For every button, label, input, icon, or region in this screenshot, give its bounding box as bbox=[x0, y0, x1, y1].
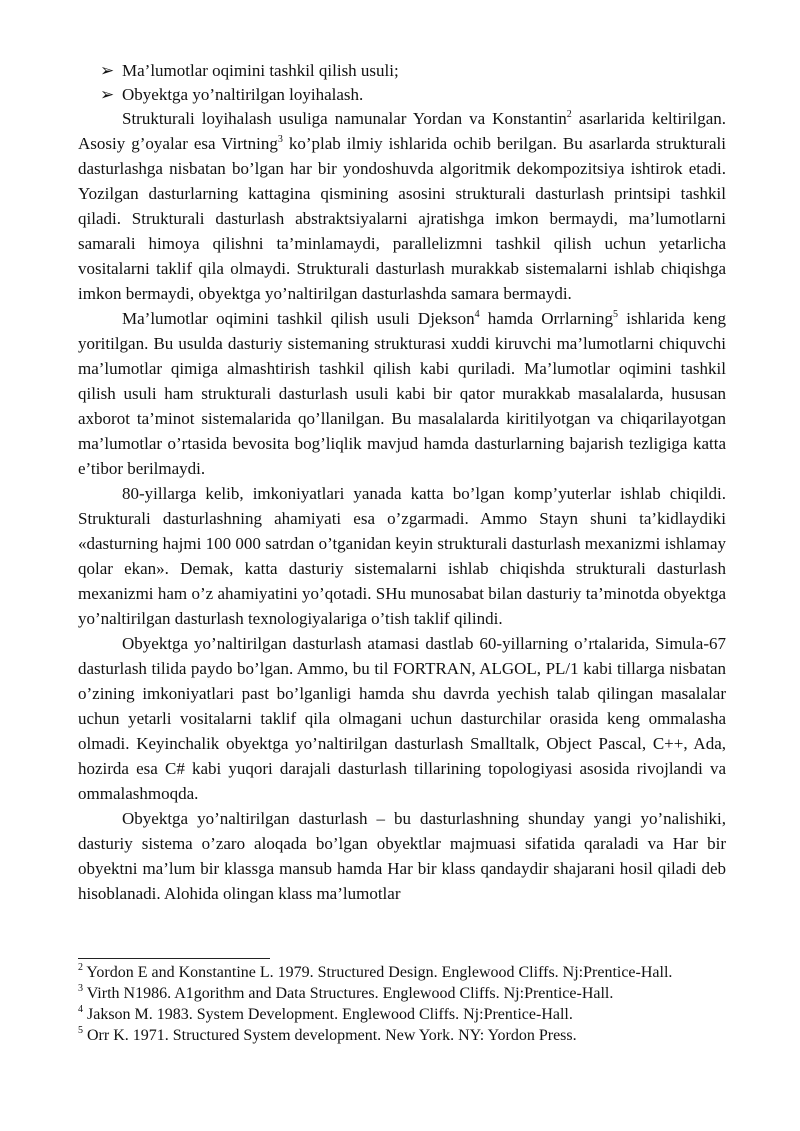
footnote-number: 5 bbox=[78, 1025, 83, 1036]
paragraph bbox=[78, 306, 726, 481]
paragraph bbox=[78, 631, 726, 806]
footnote-divider bbox=[78, 958, 270, 959]
footnote-text: Orr K. 1971. Structured System development. New York. NY: Yordon Press. bbox=[83, 1027, 577, 1044]
arrowhead-bullet-icon: ➢ bbox=[100, 61, 115, 80]
footnote-ref: 5 bbox=[613, 309, 619, 320]
bullet-text: Ma’lumotlar oqimini tashkil qilish usuli; bbox=[122, 61, 399, 80]
footnote bbox=[78, 1004, 728, 1025]
paragraph-text: ko’plab ilmiy ishlarida ochib berilgan. Bu asarlarda strukturali dasturlashga nisbatan bo’lgan har bir yondoshuvda algoritmik dekompozitsiya ishtirok etadi. Yozilgan dasturlarning kattagina qismining asosini strukturali dasturlash printsipi tashkil qiladi. Strukturali dasturlash abstraktsiyalarni ajratishga imkon bermaydi, ma’lumotlarni samarali himoya qilishni ta’minlamaydi, parallelizmni tashkil qilish uchun yetarlicha vositalarni taklif qila olmaydi. Strukturali dasturlash murakkab sistemalarni ishlab chiqishga imkon bermaydi, obyektga yo’naltirilgan dasturlashda samara bermaydi. bbox=[78, 134, 726, 303]
paragraph-text: ishlarida keng yoritilgan. Bu usulda dasturiy sistemaning strukturasi xuddi kiruvchi ma’lumotlarni chiquvchi ma’lumotlar qimiga almashtirish tashkil qilish kabi quriladi. Ma’lumotlar oqimini tashkil qilish usuli ham strukturali dasturlash usuli kabi bir qator murakkab masalalarda, hususan axborot ta’minot sistemalarida qo’llanilgan. Bu masalalarda kiritilyotgan va chiqarilayotgan ma’lumotlar o’rtasida bevosita bog’liqlik mavjud hamda dasturlarning bajarish tezligiga katta e’tibor berilmaydi. bbox=[78, 309, 726, 478]
footnote bbox=[78, 962, 728, 983]
paragraph bbox=[78, 106, 726, 306]
paragraph-text: Obyektga yo’naltirilgan dasturlash – bu dasturlashning shunday yangi yo’nalishiki, dasturiy sistema o’zaro aloqada bo’lgan obyektlar majmuasi sifatida qaraladi va Har bir obyektni ma’lum bir klassga mansub hamda Har bir klass qandaydir shajarani hosil qiladi deb hisoblanadi. Alohida olingan klass ma’lumotlar bbox=[78, 809, 726, 903]
paragraph-text: Ma’lumotlar oqimini tashkil qilish usuli Djekson bbox=[122, 309, 475, 328]
footnote-number: 3 bbox=[78, 983, 83, 994]
footnote-ref: 4 bbox=[474, 309, 480, 320]
paragraph-text: hamda Orrlarning bbox=[479, 309, 614, 328]
footnote-ref: 2 bbox=[566, 109, 572, 120]
footnote-text: Virth N1986. A1gorithm and Data Structures. Englewood Cliffs. Nj:Prentice-Hall. bbox=[83, 985, 614, 1002]
footnote-ref: 3 bbox=[277, 134, 283, 145]
paragraph-text: Obyektga yo’naltirilgan dasturlash atamasi dastlab 60-yillarning o’rtalarida, Simula-67 dasturlash tilida paydo bo’lgan. Ammo, bu til FORTRAN, ALGOL, PL/1 kabi tillarga nisbatan o’zining imkoniyatlari past bo’lganligi hamda shu davrda yechish talab qilingan masalalar uchun yetarli vositalarni taklif qila olmagani uchun dasturchilar orasida keng ommalasha olmadi. Keyinchalik obyektga yo’naltirilgan dasturlash Smalltalk, Object Pascal, C++, Ada, hozirda esa C# kabi yuqori darajali dasturlash tillarining topologiyasi asosida rivojlandi va ommalashmoqda. bbox=[78, 634, 726, 803]
paragraph bbox=[78, 481, 726, 631]
footnote-number: 4 bbox=[78, 1004, 83, 1015]
footnote bbox=[78, 1025, 728, 1046]
paragraph-text: Strukturali loyihalash usuliga namunalar Yordan va Konstantin bbox=[122, 109, 567, 128]
footnotes bbox=[78, 962, 728, 1046]
bullet-item bbox=[100, 84, 363, 106]
bullet-text: Obyektga yo’naltirilgan loyihalash. bbox=[122, 85, 364, 104]
footnote-text: Yordon E and Konstantine L. 1979. Structured Design. Englewood Cliffs. Nj:Prentice-Hall. bbox=[83, 964, 673, 981]
paragraph-text: asarlarida keltirilgan. Asosiy g’oyalar esa Virtning bbox=[78, 109, 726, 153]
body-text bbox=[78, 106, 726, 906]
footnote-text: Jakson M. 1983. System Development. Englewood Cliffs. Nj:Prentice-Hall. bbox=[83, 1006, 573, 1023]
bullet-item bbox=[100, 60, 399, 82]
paragraph-text: 80-yillarga kelib, imkoniyatlari yanada katta bo’lgan komp’yuterlar ishlab chiqildi. Strukturali dasturlashning ahamiyati esa o’zgarmadi. Ammo Stayn shuni ta’kidlaydiki «dasturning hajmi 100 000 satrdan o’tganidan keyin strukturali dasturlash mexanizmi ishlamay qolar ekan». Demak, katta dasturiy sistemalarni ishlab chiqishda strukturali dasturlash mexanizmi ham o’z ahamiyatini yo’qotadi. SHu munosabat bilan dasturiy ta’minotda obyektga yo’naltirilgan dasturlash texnologiyalariga o’tish taklif qilindi. bbox=[78, 484, 726, 628]
arrowhead-bullet-icon: ➢ bbox=[100, 85, 115, 104]
footnote bbox=[78, 983, 728, 1004]
footnote-number: 2 bbox=[78, 962, 83, 973]
paragraph bbox=[78, 806, 726, 906]
